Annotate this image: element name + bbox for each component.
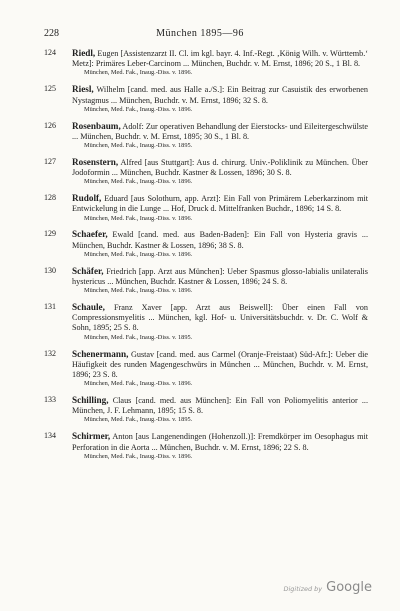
entry-citation: Eugen [Assistenzarzt II. Cl. im kgl. bayr. 4. Inf.-Regt. ‚König Wilh. v. Württemb.‘ Metz]: Primäres Leber-Carcinom ... München, Buchdr. v. M. Ernst, 1896; 20 S., 1 Bl. 8. — [72, 49, 368, 69]
entry-number: 128 — [44, 193, 56, 203]
dissertation-note: München, Med. Fak., Inaug.-Diss. v. 1896. — [84, 287, 193, 295]
entry-text — [72, 266, 368, 287]
entry-number: 127 — [44, 156, 56, 166]
entry-citation: Anton [aus Langenendingen (Hohenzoll.)]: Fremdkörper im Oesophagus mit Perforation in die Aorta ... München, Buchdr. v. M. Ernst, 1896; 22 S. 8. — [72, 432, 368, 452]
dissertation-note: München, Med. Fak., Inaug.-Diss. v. 1895. — [84, 333, 193, 341]
entry-number: 125 — [44, 84, 56, 94]
page-title: München 1895—96 — [156, 28, 244, 39]
author-name: Rosenbaum, — [72, 120, 121, 131]
author-name: Riedl, — [72, 48, 96, 58]
bibliography-entry — [44, 265, 368, 296]
entry-text — [72, 349, 368, 381]
author-name: Schäfer, — [72, 265, 104, 276]
entry-number: 134 — [44, 431, 56, 441]
author-name: Rosenstern, — [72, 156, 119, 167]
dissertation-note: München, Med. Fak., Inaug.-Diss. v. 1896. — [84, 380, 193, 388]
entry-number: 124 — [44, 48, 56, 57]
dissertation-note: München, Med. Fak., Inaug.-Diss. v. 1896. — [84, 69, 193, 77]
entry-text — [72, 302, 368, 334]
dissertation-note: München, Med. Fak., Inaug.-Diss. v. 1896. — [84, 214, 193, 222]
entry-text — [72, 121, 368, 142]
entry-number: 129 — [44, 229, 56, 239]
entry-number: 130 — [44, 265, 56, 275]
author-name: Rudolf, — [72, 193, 102, 204]
entry-text — [72, 48, 368, 69]
entry-text — [72, 229, 368, 250]
bibliography-entry — [44, 229, 368, 259]
entry-citation: Adolf: Zur operativen Behandlung der Eierstocks- und Eileitergeschwülste ... München, Buchdr. v. M. Ernst, 1895; 30 S., 1 Bl. 8. — [72, 121, 368, 141]
author-name: Riesl, — [72, 84, 94, 95]
entry-citation: Ewald [cand. med. aus Baden-Baden]: Ein Fall von Hysteria gravis ... München, Buchdr. Kastner & Lossen, 1896; 38 S. 8. — [72, 230, 368, 250]
entry-text — [72, 193, 368, 214]
entry-text — [72, 84, 368, 105]
author-name: Schaule, — [72, 302, 105, 313]
dissertation-note: München, Med. Fak., Inaug.-Diss. v. 1896. — [84, 178, 193, 186]
google-logo: Google — [326, 580, 372, 595]
entry-number: 131 — [44, 302, 56, 312]
bibliography-entry — [44, 48, 368, 78]
dissertation-note: München, Med. Fak., Inaug.-Diss. v. 1896. — [84, 452, 193, 460]
bibliography-entry — [44, 120, 368, 151]
author-name: Schenermann, — [72, 348, 129, 359]
entry-citation: Franz Xaver [app. Arzt aus Beiswell]: Über einen Fall von Compressionsmyelitis ... München, kgl. Hof- u. Universitätsbuchdr. v. Dr. C. Wolf & Sohn, 1895; 25 S. 8. — [72, 303, 368, 333]
entry-text — [72, 157, 368, 178]
bibliography-entry — [44, 431, 368, 461]
entry-citation: Claus [cand. med. aus München]: Ein Fall von Poliomyelitis anterior ... München, J. F. Lehmann, 1895; 15 S. 8. — [72, 396, 368, 416]
entry-citation: Gustav [cand. med. aus Carmel (Oranje-Freistaat) Süd-Afr.]: Ueber die Häufigkeit des runden Magengeschwürs in München ... München, Buchdr. v. M. Ernst, 1896; 23 S. 8. — [72, 349, 368, 379]
entry-citation: Friedrich [app. Arzt aus München]: Ueber Spasmus glosso-labialis unilateralis hystericus ... München, Buchdr. Kastner & Lossen, 1896; 24 S. 8. — [72, 266, 368, 286]
bibliography-entry — [44, 193, 368, 223]
author-name: Schaefer, — [72, 229, 108, 240]
bibliography-entry — [44, 348, 368, 389]
entry-citation: Alfred [aus Stuttgart]: Aus d. chirurg. Univ.-Poliklinik zu München. Über Jodoformin ... München, Buchdr. Kastner & Lossen, 1896; 30 S. 8. — [72, 157, 368, 178]
bibliography-entry — [44, 156, 368, 187]
dissertation-note: München, Med. Fak., Inaug.-Diss. v. 1896. — [84, 250, 193, 258]
dissertation-note: München, Med. Fak., Inaug.-Diss. v. 1895. — [84, 142, 193, 149]
author-name: Schilling, — [72, 395, 109, 406]
entry-list — [44, 48, 368, 468]
bibliography-entry — [44, 84, 368, 114]
entry-number: 126 — [44, 120, 56, 130]
bibliography-entry — [44, 302, 368, 342]
entry-number: 132 — [44, 348, 56, 358]
dissertation-note: München, Med. Fak., Inaug.-Diss. v. 1896. — [84, 105, 193, 113]
entry-citation: Eduard [aus Solothurn, app. Arzt]: Ein Fall von Primärem Leberkarzinom mit Entwickelung in die Lunge ... Hof, Druck d. Mittelfranken Buchdr., 1896; 14 S. 8. — [72, 194, 368, 214]
watermark-caption: Digitized by — [283, 585, 323, 593]
page-number: 228 — [44, 28, 59, 39]
dissertation-note: München, Med. Fak., Inaug.-Diss. v. 1895. — [84, 416, 193, 424]
entry-text — [72, 395, 368, 416]
bibliography-entry — [44, 395, 368, 425]
entry-citation: Wilhelm [cand. med. aus Halle a./S.]: Ein Beitrag zur Casuistik des erworbenen Nystagmus ... München, Buchdr. v. M. Ernst, 1896; 32 S. 8. — [72, 85, 368, 105]
entry-number: 133 — [44, 395, 56, 405]
entry-text — [72, 431, 368, 452]
author-name: Schirmer, — [72, 431, 111, 442]
digitized-watermark — [283, 580, 372, 595]
